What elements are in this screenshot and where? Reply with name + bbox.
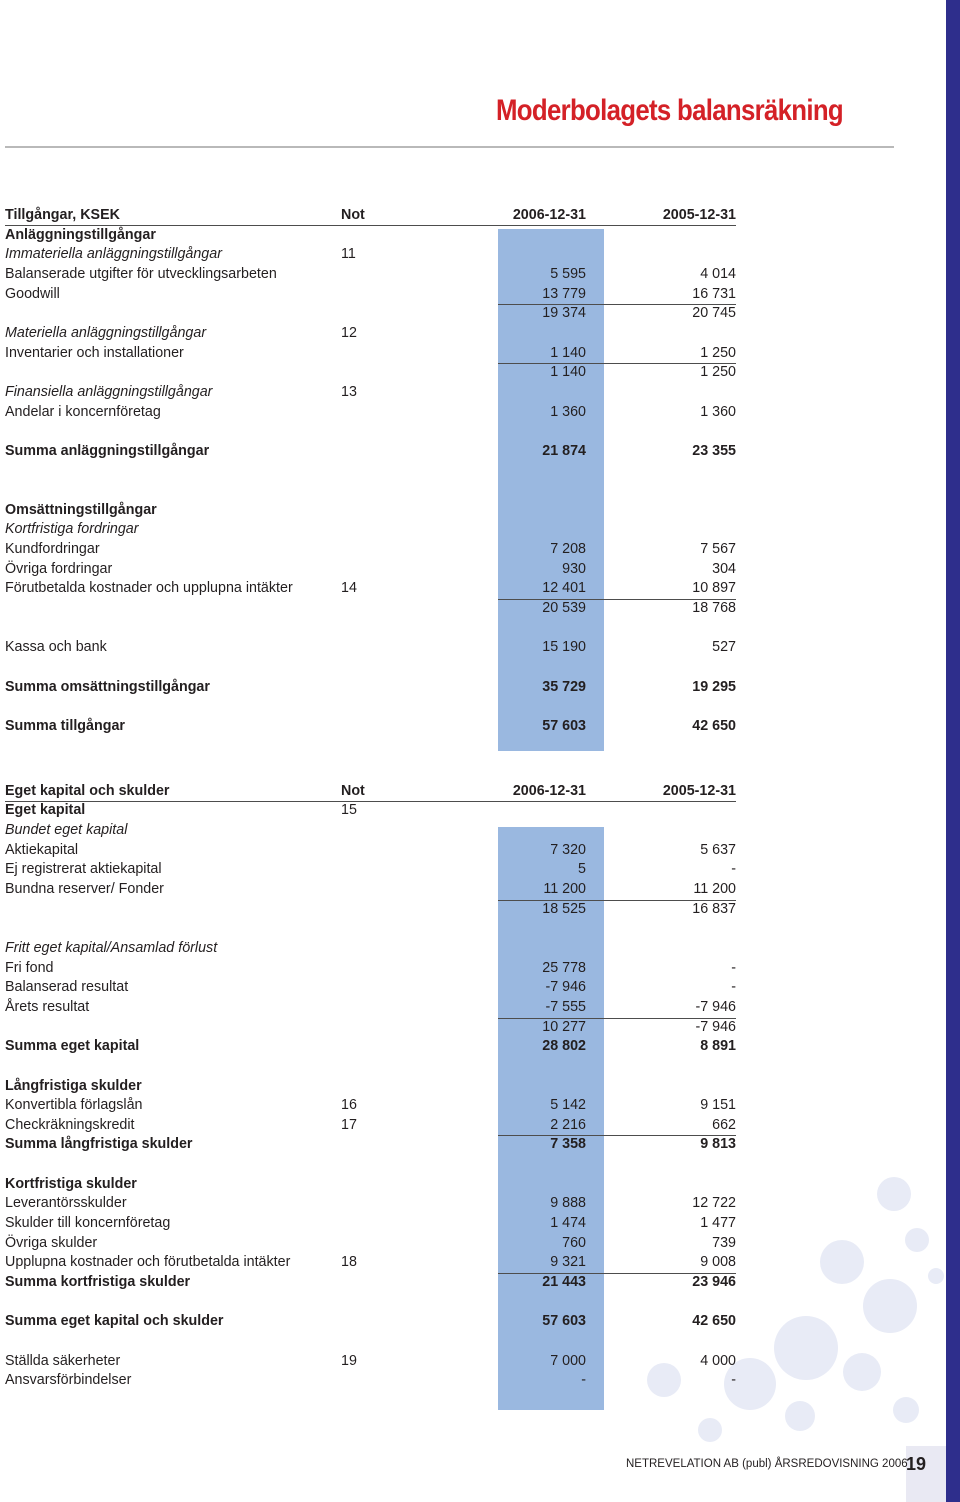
table-row <box>5 638 736 657</box>
table-row <box>5 520 736 539</box>
value-2006: 25 778 <box>542 959 586 976</box>
row-label: Förutbetalda kostnader och upplupna intäkter <box>5 580 293 597</box>
value-2006: 57 603 <box>542 1313 586 1330</box>
value-2005: 662 <box>712 1116 736 1133</box>
value-2006: 7 320 <box>550 841 586 858</box>
table-row <box>5 206 736 225</box>
table-row <box>5 1214 736 1233</box>
row-label: Summa omsättningstillgångar <box>5 678 210 695</box>
table-row <box>5 880 736 899</box>
value-2006: 2006-12-31 <box>512 782 586 799</box>
table-row <box>5 1018 736 1037</box>
row-label: Checkräkningskredit <box>5 1116 135 1133</box>
row-label: Övriga fordringar <box>5 560 113 577</box>
value-2005: 12 722 <box>692 1195 736 1212</box>
row-label: Summa eget kapital och skulder <box>5 1313 224 1330</box>
table-row <box>5 579 736 598</box>
value-2005: 19 295 <box>692 678 736 695</box>
page-number: 19 <box>906 1454 927 1474</box>
value-2005: 23 355 <box>692 442 736 459</box>
table-row <box>5 998 736 1017</box>
note-ref: 19 <box>341 1352 357 1369</box>
row-label: Inventarier och installationer <box>5 344 184 361</box>
value-2006: 2006-12-31 <box>512 207 586 223</box>
table-row <box>5 939 736 958</box>
value-2005: 739 <box>712 1234 736 1251</box>
value-2006: 5 <box>578 861 586 878</box>
table-row <box>5 1352 736 1371</box>
value-2005: 1 360 <box>700 403 736 420</box>
value-2005: 8 891 <box>700 1038 736 1055</box>
table-row <box>5 1194 736 1213</box>
table-row <box>5 540 736 559</box>
value-2006: - <box>581 1372 586 1389</box>
row-label: Kortfristiga skulder <box>5 1175 137 1192</box>
value-2005: - <box>731 959 736 976</box>
value-2005: 5 637 <box>700 841 736 858</box>
value-2006: 15 190 <box>542 639 586 656</box>
table-row <box>5 821 736 840</box>
row-label: Balanserad resultat <box>5 979 129 996</box>
row-label: Summa långfristiga skulder <box>5 1136 193 1153</box>
row-label: Summa anläggningstillgångar <box>5 442 210 459</box>
row-label: Summa eget kapital <box>5 1038 140 1055</box>
note-ref: 18 <box>341 1254 357 1271</box>
value-2006: 10 277 <box>542 1018 586 1035</box>
value-2006: 2 216 <box>550 1116 586 1133</box>
table-row <box>5 782 736 801</box>
note-ref: 12 <box>341 324 357 341</box>
table-row <box>5 1135 736 1154</box>
table-row <box>5 501 736 520</box>
table-row <box>5 383 736 402</box>
table-row <box>5 363 736 382</box>
value-2006: 11 200 <box>543 881 586 897</box>
note-ref: 11 <box>341 246 356 263</box>
value-2006: 9 888 <box>550 1195 586 1212</box>
value-2006: 21 874 <box>542 442 586 459</box>
value-2005: 1 250 <box>700 364 736 381</box>
value-2006: 7 000 <box>550 1352 586 1369</box>
page-title: Moderbolagets balansräkning <box>496 94 843 127</box>
value-2006: 5 142 <box>550 1097 586 1114</box>
value-2005: 9 008 <box>700 1254 736 1271</box>
value-2006: -7 555 <box>545 998 586 1015</box>
note-ref: 17 <box>341 1116 357 1133</box>
value-2006: 13 779 <box>542 285 586 302</box>
table-row <box>5 324 736 343</box>
table-row <box>5 1037 736 1056</box>
row-label: Immateriella anläggningstillgångar <box>5 246 222 263</box>
row-label: Eget kapital <box>5 802 86 819</box>
row-label: Finansiella anläggningstillgångar <box>5 383 213 400</box>
row-label: Kortfristiga fordringar <box>5 521 139 538</box>
table-row <box>5 1312 736 1331</box>
value-2005: 16 837 <box>692 900 736 917</box>
row-label: Anläggningstillgångar <box>5 226 156 243</box>
value-2005: 527 <box>712 639 736 656</box>
value-2005: 10 897 <box>692 580 736 597</box>
value-2006: 9 321 <box>550 1254 586 1271</box>
table-row <box>5 304 736 323</box>
table-row <box>5 442 736 461</box>
value-2005: 4 014 <box>700 265 736 282</box>
row-label: Ej registrerat aktiekapital <box>5 861 162 878</box>
table-row <box>5 1273 736 1292</box>
value-2005: - <box>731 1372 736 1389</box>
table-row <box>5 900 736 919</box>
value-2005: 4 000 <box>700 1352 736 1369</box>
table-row <box>5 1175 736 1194</box>
value-2005: 9 151 <box>700 1097 736 1114</box>
table-row <box>5 1371 736 1390</box>
value-2005: 42 650 <box>692 717 736 734</box>
table-row <box>5 344 736 363</box>
value-2005: 16 731 <box>692 285 736 302</box>
table-row <box>5 841 736 860</box>
note-ref: 13 <box>341 383 357 400</box>
row-label: Eget kapital och skulder <box>5 782 170 799</box>
row-label: Fritt eget kapital/Ansamlad förlust <box>5 939 218 956</box>
value-2006: 1 360 <box>550 403 586 420</box>
value-2005: - <box>731 979 736 996</box>
row-label: Andelar i koncernföretag <box>5 403 161 420</box>
value-2005: 7 567 <box>700 541 736 557</box>
value-2005: 23 946 <box>692 1274 736 1290</box>
row-label: Övriga skulder <box>5 1234 98 1251</box>
note-ref: Not <box>341 782 365 799</box>
value-2005: -7 946 <box>695 998 736 1015</box>
value-2006: 760 <box>562 1234 586 1251</box>
note-ref: 14 <box>341 580 357 597</box>
value-2006: 12 401 <box>542 580 586 597</box>
row-label: Goodwill <box>5 285 60 302</box>
value-2006: 18 525 <box>542 900 586 917</box>
value-2006: 21 443 <box>542 1274 586 1290</box>
table-row <box>5 959 736 978</box>
value-2005: 9 813 <box>700 1136 736 1153</box>
table-row <box>5 265 736 284</box>
note-ref: 15 <box>341 802 357 819</box>
value-2006: 1 474 <box>550 1215 586 1231</box>
value-2006: 28 802 <box>542 1038 586 1055</box>
row-label: Leverantörsskulder <box>5 1195 127 1212</box>
row-label: Långfristiga skulder <box>5 1077 142 1094</box>
value-2005: 1 250 <box>700 344 736 361</box>
row-label: Bundet eget kapital <box>5 822 128 838</box>
value-2006: 20 539 <box>542 600 586 616</box>
value-2005: 18 768 <box>692 600 736 616</box>
value-2005: 2005-12-31 <box>662 782 736 799</box>
value-2005: 42 650 <box>692 1313 736 1330</box>
value-2006: 1 140 <box>550 344 586 361</box>
row-label: Summa tillgångar <box>5 717 125 734</box>
table-row <box>5 1096 736 1115</box>
value-2006: 5 595 <box>550 265 586 282</box>
table-row <box>5 801 736 820</box>
row-label: Fri fond <box>5 959 54 976</box>
value-2005: -7 946 <box>695 1018 736 1035</box>
row-label: Materiella anläggningstillgångar <box>5 324 207 341</box>
value-2005: 2005-12-31 <box>662 207 736 223</box>
value-2006: 7 358 <box>550 1136 586 1153</box>
table-row <box>5 678 736 697</box>
value-2006: 930 <box>562 560 586 577</box>
row-label: Tillgångar, KSEK <box>5 207 120 223</box>
table-row <box>5 1077 736 1096</box>
value-2006: 1 140 <box>550 364 586 381</box>
row-label: Ställda säkerheter <box>5 1352 121 1369</box>
value-2006: 7 208 <box>550 541 586 557</box>
row-label: Skulder till koncernföretag <box>5 1215 171 1231</box>
table-row <box>5 599 736 618</box>
value-2005: 1 477 <box>700 1215 736 1231</box>
row-label: Konvertibla förlagslån <box>5 1097 143 1114</box>
note-ref: 16 <box>341 1097 357 1114</box>
row-label: Balanserade utgifter för utvecklingsarbeten <box>5 265 277 282</box>
table-row <box>5 1234 736 1253</box>
table-row <box>5 285 736 304</box>
note-ref: Not <box>341 207 365 223</box>
value-2006: 19 374 <box>542 305 586 322</box>
table-row <box>5 978 736 997</box>
row-label: Summa kortfristiga skulder <box>5 1274 191 1290</box>
edge-bar <box>946 0 960 1502</box>
table-row <box>5 403 736 422</box>
table-row <box>5 717 736 736</box>
value-2006: 57 603 <box>542 717 586 734</box>
value-2006: 35 729 <box>542 678 586 695</box>
table-row <box>5 560 736 579</box>
row-label: Kundfordringar <box>5 541 100 557</box>
value-2005: 20 745 <box>692 305 736 322</box>
row-label: Bundna reserver/ Fonder <box>5 881 164 897</box>
footer-company: NETREVELATION AB (publ) ÅRSREDOVISNING 2006 <box>626 1458 908 1470</box>
row-label: Kassa och bank <box>5 639 107 656</box>
row-label: Upplupna kostnader och förutbetalda intäkter <box>5 1254 291 1271</box>
row-label: Aktiekapital <box>5 841 79 858</box>
table-row <box>5 1116 736 1135</box>
table-row <box>5 226 736 245</box>
value-2006: -7 946 <box>545 979 586 996</box>
table-row <box>5 1253 736 1272</box>
value-2005: 11 200 <box>693 881 736 897</box>
value-2005: 304 <box>712 560 736 577</box>
row-label: Omsättningstillgångar <box>5 501 157 518</box>
value-2005: - <box>731 861 736 878</box>
row-label: Ansvarsförbindelser <box>5 1372 132 1389</box>
table-row <box>5 860 736 879</box>
table-row <box>5 245 736 264</box>
row-label: Årets resultat <box>5 998 90 1015</box>
